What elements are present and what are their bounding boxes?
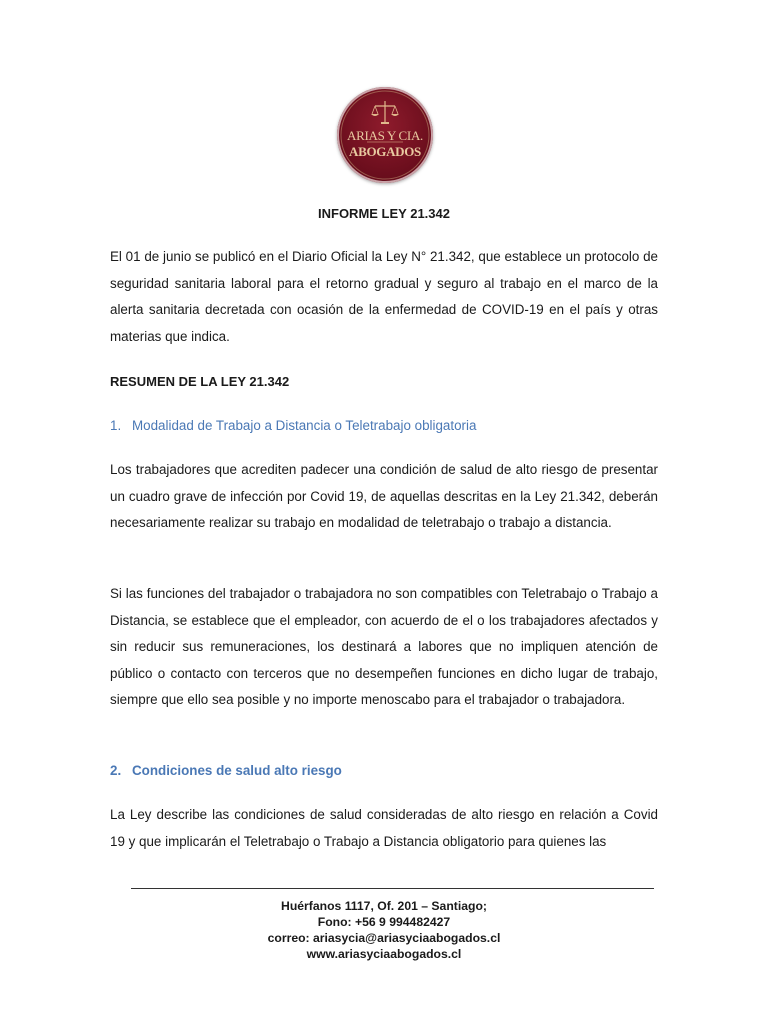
logo-text-firm: ARIAS Y CIA. — [347, 128, 423, 143]
footer — [0, 898, 768, 962]
section-1-paragraph-2: Si las funciones del trabajador o trabajadora no son compatibles con Teletrabajo o Trabajo a Distancia, se establece que el empleador, con acuerdo de el o los trabajadores afectados y sin reducir sus remuneraciones, los destinará a labores que no impliquen atención de público o contacto con terceros que no desempeñen funciones en dicho lugar de trabajo, siempre que ello sea posible y no importe menoscabo para el trabajador o trabajadora. — [110, 586, 658, 707]
summary-heading: RESUMEN DE LA LEY 21.342 — [110, 374, 290, 389]
footer-divider — [131, 888, 654, 889]
section-2-number: 2. — [110, 763, 122, 778]
section-2-paragraph-1: La Ley describe las condiciones de salud consideradas de alto riesgo en relación a Covid 19 y que implicarán el Teletrabajo o Trabajo a Distancia obligatorio para quienes las — [110, 807, 658, 849]
footer-website: www.ariasyciaabogados.cl — [306, 947, 462, 961]
section-1-title: Modalidad de Trabajo a Distancia o Teletrabajo obligatoria — [132, 418, 477, 433]
section-2-title: Condiciones de salud alto riesgo — [132, 763, 342, 778]
intro-paragraph: El 01 de junio se publicó en el Diario Oficial la Ley N° 21.342, que establece un protocolo de seguridad sanitaria laboral para el retorno gradual y seguro al trabajo en el marco de la alerta sanitaria decretada con ocasión de la enfermedad de COVID-19 en el país y otras materias que indica. — [110, 249, 658, 344]
firm-logo — [337, 87, 433, 183]
footer-phone: Fono: +56 9 994482427 — [317, 915, 451, 929]
section-1-number: 1. — [110, 418, 122, 433]
section-1-heading — [110, 418, 476, 433]
footer-email: correo: ariasycia@ariasyciaabogados.cl — [267, 931, 501, 945]
section-1-paragraph-1: Los trabajadores que acrediten padecer una condición de salud de alto riesgo de presentar un cuadro grave de infección por Covid 19, de aquellas descritas en la Ley 21.342, deberán necesariamente realizar su trabajo en modalidad de teletrabajo o trabajo a distancia. — [110, 462, 658, 530]
section-2-heading — [110, 763, 342, 778]
document-title: INFORME LEY 21.342 — [318, 206, 450, 221]
footer-address: Huérfanos 1117, Of. 201 – Santiago; — [281, 899, 487, 913]
logo-text-subtitle: ABOGADOS — [348, 144, 421, 159]
